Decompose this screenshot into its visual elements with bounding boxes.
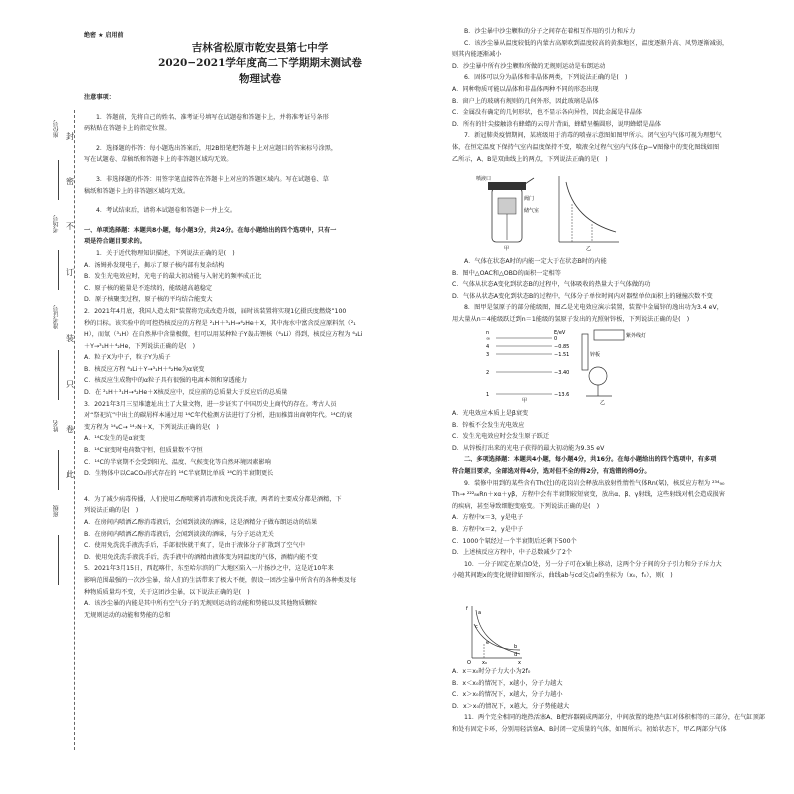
text-line: D．所有的针尖接触涂有蜂蜡的云母片背面，蜂蜡呈椭圆形，说明蜂蜡是晶体	[452, 120, 661, 128]
text-line: A．该沙尘暴的内能是其中所有空气分子的无规则运动的动能和势能以及其他物质颗粒	[84, 600, 318, 608]
text-line: 4．考试结束后，请将本试题卷和答题卡一并上交。	[96, 207, 237, 215]
fill-line	[58, 535, 59, 585]
text-line: 写在试题卷、草稿纸和答题卡上的非答题区域均无效。	[84, 156, 233, 164]
fig10-label: O	[467, 660, 471, 666]
text-line: C．该沙尘暴从温度较低的内蒙古高原吹到温度较高的黄淮地区，温度逐渐升高、风势逐渐减弱，	[464, 39, 729, 47]
text-line: D．从锌板打出来的光电子获得的最大初动能为9.35 eV	[452, 444, 605, 452]
text-line: B．发生光电效应时，光电子的最大初动能与入射光的频率成正比	[84, 273, 262, 281]
text-line: 2．2021年4月底，我国人造太阳“装置将完成改造升级，届时该装置将实现1亿摄氏度燃烧”100	[84, 307, 347, 315]
energy-level-ev: −3.40	[554, 370, 570, 376]
fill-line	[58, 450, 59, 490]
text-line: D．使用免洗洗手液洗手后，洗手液中的酒精由液体变为同温度的气体，酒精内能不变	[84, 553, 318, 561]
text-line: A．汤姆孙发现电子，揭示了原子核内部有复杂结构	[84, 261, 225, 269]
fill-line	[58, 160, 59, 200]
text-line: 影响范围最强的一次沙尘暴，给人们的生活带来了极大不便，假设一团沙尘暴中所含有的各种类及每	[84, 576, 357, 584]
seal-dashed-line	[74, 110, 75, 750]
text-line: D．x＞x₀的情况下，x越大，分子势能越大	[452, 702, 570, 710]
fig7-label: 阀门	[524, 196, 535, 202]
confidential-mark: 绝密 ★ 启用前	[84, 32, 124, 39]
text-line: 对“祭祀坑”中出土的碳屑样本通过用 ¹⁴C年代检测方法进行了分析，进而推算出商朝年代。¹⁴C的衰	[84, 412, 353, 420]
text-line: 10．一分子固定在原点O处，另一分子可在x轴上移动，这两个分子间的分子引力和分子斥力大	[464, 560, 722, 568]
text-line: A．¹⁴C发生的是α衰变	[84, 435, 145, 443]
text-line: D．上述核反应方程中，中子总数减少了2个	[452, 549, 573, 557]
fig10-label: f	[466, 606, 468, 612]
right-column-bottom	[452, 666, 782, 736]
figure-10-molecular-force	[464, 604, 524, 664]
energy-level-ev: −1.51	[554, 352, 570, 358]
fig8-label: 甲	[522, 398, 528, 404]
text-line: 8．图甲是氢原子的部分能级图，图乙是光电效应演示装置，装置中金属锌的逸出功为3.4 eV，	[464, 304, 723, 312]
text-line: Th→ ²²²₈₆Rn＋xα＋yβ，方程中会有半衰期较短衰变，放出α、β、γ射线，这些射线对机会造成损害	[452, 491, 725, 499]
text-line: 一、单项选择题：本题共8小题，每小题3分，共24分。在每小题给出的四个选项中，只有一	[84, 226, 337, 234]
text-line: C．气体从状态A变化到状态B的过程中，气体吸收的热量大于气体做的功	[452, 281, 651, 289]
text-line: 乙所示，A、B是双曲线上的两点，下列说法正确的是( )	[452, 155, 608, 163]
text-line: C．使用免洗洗手液洗手后，手部很快就干爽了，是由于液体分子扩散到了空气中	[84, 542, 305, 550]
text-line: 1．关于近代物理知识描述，下列说法正确的是( )	[96, 249, 235, 257]
fig10-label: e	[486, 640, 490, 646]
fig10-label: c	[475, 624, 478, 630]
text-line: 9．装修中用到的某些含有Th(钍)的花岗岩会释放出放射性惰性气体Rn(氡)，核反应方程为 ²³⁴₉₀	[464, 479, 725, 487]
energy-level-ev: −0.85	[554, 344, 570, 350]
figure-8-energy-levels	[482, 326, 647, 406]
text-line: B．图中△OAC和△OBD的面积一定相等	[452, 269, 561, 277]
energy-level-ev: E/eV	[554, 330, 566, 336]
text-line: 体，在恒定温度下保持气室内温度保持不变，喷液全过程气室内气体在p−V图像中的变化图线如图	[452, 143, 720, 151]
text-line: C．核反应生成物中的α粒子具有很强的电离本领和穿透能力	[84, 377, 248, 385]
text-line: B．锌板不会发生光电效应	[452, 421, 525, 429]
text-line: 的疾病，甚至导致细胞变癌变。下列说法正确的是( )	[452, 502, 600, 510]
text-line: 无规则运动的动能和势能的总和	[84, 611, 171, 619]
text-line: A．在房间内喷洒乙醇消毒液后，会闻到淡淡的酒味，这是酒精分子做布朗运动的结果	[84, 519, 318, 526]
fig7-label: 乙	[586, 246, 592, 252]
fig10-label: b	[514, 644, 518, 650]
right-column-top	[452, 26, 782, 165]
text-line: 3．2021年3月三星堆遗址出土了大量文物，进一步证实了中国历史上商代的存在。考古人员	[84, 400, 337, 408]
exam-room-label: 考场号	[53, 215, 60, 233]
seat-number-label: 座位号	[53, 120, 60, 138]
text-line: 稿纸和答题卡上的非答题区域均无效。	[84, 187, 190, 195]
subject-title: 物理试卷	[239, 73, 281, 85]
text-line: A．x＝x₀时分子力大小为2f₀	[452, 668, 531, 675]
text-line: 小随其间距x的变化规律如图所示，曲线ab与cd交点e的坐标为（x₀，f₀），则( )	[452, 572, 673, 580]
seal-char: 密	[66, 177, 74, 186]
text-line: 6．固体可以分为晶体和非晶体两类，下列说法正确的是( )	[464, 74, 628, 82]
seal-char: 此	[66, 470, 74, 479]
seal-char: 订	[66, 268, 74, 277]
ticket-number-label: 准考证号	[53, 305, 60, 329]
energy-level-n: ∞	[486, 336, 491, 342]
text-line: C．¹⁴C的半衰期不会受到阳光、温度、气候变化等自然环境因素影响	[84, 458, 271, 466]
fig8-label: 乙	[600, 400, 606, 406]
text-line: D．生物体中以CaCO₃形式存在的 ¹⁴C半衰期比单质 ¹⁴C的半衰期更长	[84, 470, 274, 478]
text-line: 符合题目要求，全部选对得4分，选对但不全的得2分，有选错的得0分。	[452, 467, 651, 475]
exam-title: 2020−2021学年度高二下学期期末测试卷	[158, 57, 362, 69]
text-line: A．粒子X为中子，粒子Y为质子	[84, 354, 171, 362]
fill-line	[58, 250, 59, 290]
seal-char: 不	[66, 222, 74, 231]
energy-level-ev: 0	[554, 336, 558, 342]
fig7-label: 甲	[504, 246, 510, 252]
text-line: B．¹⁴C衰变时电荷数守恒，但质量数不守恒	[84, 447, 203, 455]
right-column-low	[452, 408, 782, 582]
text-line: D．原子核聚变过程，原子核的平均结合能变大	[84, 296, 213, 304]
name-label: 姓名	[53, 420, 60, 432]
text-line: B．在房间内喷洒乙醇消毒液后，会闻到淡淡的酒味，与分子运动无关	[84, 530, 274, 538]
text-line: 7．新冠肺炎疫情期间，某班级用于消毒的喷壶示意图如图甲所示。闭气室内气体可视为理想气	[464, 132, 722, 140]
text-line: H），而氚（³₁H）在自然界中含量极微，但可以用某种粒子Y轰击锂核（⁶₃Li）得到，核反应方程为 ⁶₃Li	[84, 331, 363, 339]
left-column	[84, 92, 436, 621]
text-line: C．发生光电效应时会发生原子跃迁	[452, 433, 550, 441]
fig10-label: d	[514, 652, 518, 658]
seal-char: 封	[66, 132, 74, 141]
text-line: 种物质质量均不变，关于这团沙尘暴，以下说法正确的是( )	[84, 588, 250, 596]
text-line: 用大量从n＝4能级跃迁到n＝1能级的氢原子发出的光照射锌板，下列说法正确的是( )	[452, 315, 690, 323]
text-line: C．原子核的能量是不连续的，能级越高越稳定	[84, 284, 213, 292]
energy-level-n: 2	[486, 370, 490, 376]
binding-margin	[0, 0, 84, 794]
text-line: B．核反应方程 ⁶₃Li＋Y→³₁H＋⁴₂He为α衰变	[84, 365, 205, 373]
text-line: 3．非选择题的作答：用签字笔直接答在答题卡上对应的答题区域内。写在试题卷、草	[96, 175, 329, 183]
text-line: 秒的目标。该实验中的可控热核反应的方程是 ²₁H＋³₁H→⁴₂He＋X，其中海水中富含反应原料氘（²₁	[84, 319, 356, 327]
energy-level-n: 3	[486, 352, 490, 358]
fig10-label: a	[478, 610, 482, 616]
text-line: B．窗户上的玻璃有规则的几何外形，因此玻璃是晶体	[452, 97, 599, 105]
text-line: C．金属没有确定的几何形状，也不显示各向异性，因此金属是非晶体	[452, 109, 642, 117]
fill-line	[58, 350, 59, 400]
seal-char: 装	[66, 334, 74, 343]
fig10-label: x	[518, 660, 521, 666]
text-line: 项是符合题目要求的。	[84, 238, 146, 246]
fig10-label: x₀	[482, 660, 487, 666]
text-line: 和处有固定卡环，分别用轻活塞A、B封闭一定质量的气体，如图所示。初始状态下，甲乙两部分气体	[452, 725, 727, 733]
text-line: A．方程中x＝3，y是电子	[452, 514, 524, 522]
seal-char: 卷	[66, 425, 74, 434]
text-line: B．x＜x₀的情况下，x越小，分子力越大	[452, 679, 563, 687]
right-column-mid	[452, 256, 782, 326]
text-line: A．气体在状态A时的内能一定大于在状态B时的内能	[464, 258, 607, 265]
school-title: 吉林省松原市乾安县第七中学	[191, 42, 329, 54]
text-line: 列说法正确的是( )	[84, 507, 139, 515]
text-line: C．1000个氡经过一个半衰期后还剩下500个	[452, 537, 577, 545]
fig8-label: 紫外线灯	[626, 333, 647, 339]
text-line: 注意事项：	[84, 94, 115, 101]
text-line: C．x＞x₀的情况下，x越大，分子力越小	[452, 691, 563, 699]
text-line: 4．为了减少病毒传播，人们使用乙醇喷雾消毒液和免洗洗手液，两者的主要成分都是酒精，下	[84, 495, 342, 503]
fig7-label: 喷液口	[476, 176, 492, 182]
fig8-label: 锌板	[590, 352, 601, 358]
energy-level-n: 1	[486, 392, 490, 398]
class-label: 班级	[53, 505, 60, 517]
text-line: A．同种物质可能以晶体和非晶体两种不同的形态出现	[452, 85, 599, 93]
text-line: 5．2021年3月15日，西起喀什，东至哈尔滨的广大地区陷入一片扬沙之中，这是近10年来	[84, 565, 334, 573]
text-line: 变方程为 ¹⁴₆C→ ¹⁴₇N＋X，下列说法正确的是( )	[84, 423, 219, 431]
text-line: ＋Y→³₁H＋⁴₂He，下列说法正确的是( )	[84, 342, 196, 350]
text-line: A．光电效应本质上是β衰变	[452, 410, 529, 417]
text-line: 则其内能逐渐减小	[452, 51, 502, 59]
text-line: D．在 ²₁H＋³₁H→⁴₂He＋X核反应中，反应前的总质量大于反应后的总质量	[84, 389, 288, 397]
energy-level-n: 4	[486, 344, 490, 350]
energy-level-n: n	[486, 330, 490, 336]
figure-7-sprayer	[474, 170, 624, 252]
text-line: 二、多项选择题：本题共4小题，每小题4分，共16分。在每小题给出的四个选项中，有多项	[464, 456, 717, 464]
text-line: B．沙尘暴中沙尘颗粒的分子之间存在着相互作用的引力和斥力	[464, 28, 636, 35]
text-line: D．沙尘暴中所有沙尘颗粒所做的无规则运动是布朗运动	[452, 62, 606, 70]
fig7-label: 储气室	[524, 208, 540, 214]
energy-level-ev: −13.6	[554, 392, 570, 398]
text-line: 1．答题前，先将自己的姓名、准考证号填写在试题卷和答题卡上，并将准考证号条形	[96, 113, 329, 121]
text-line: 11．两个完全相同的绝热活塞A、B把容器隔成两部分，中间放置的绝热气缸对体积相等的三部分，在气缸顶部	[464, 714, 765, 722]
text-line: 2．选择题的作答：每小题选出答案后，用2B铅笔把答题卡上对应题目的答案标号涂黑，	[96, 144, 338, 152]
text-line: D．气体从状态A变化到状态B的过程中，气体分子单位时间内对器壁单位面积上的碰撞次数不变	[452, 292, 713, 300]
text-line: B．方程中x＝2，y是中子	[452, 525, 524, 533]
seal-char: 只	[66, 380, 74, 389]
text-line: 码粘贴在答题卡上的指定位置。	[84, 125, 171, 133]
